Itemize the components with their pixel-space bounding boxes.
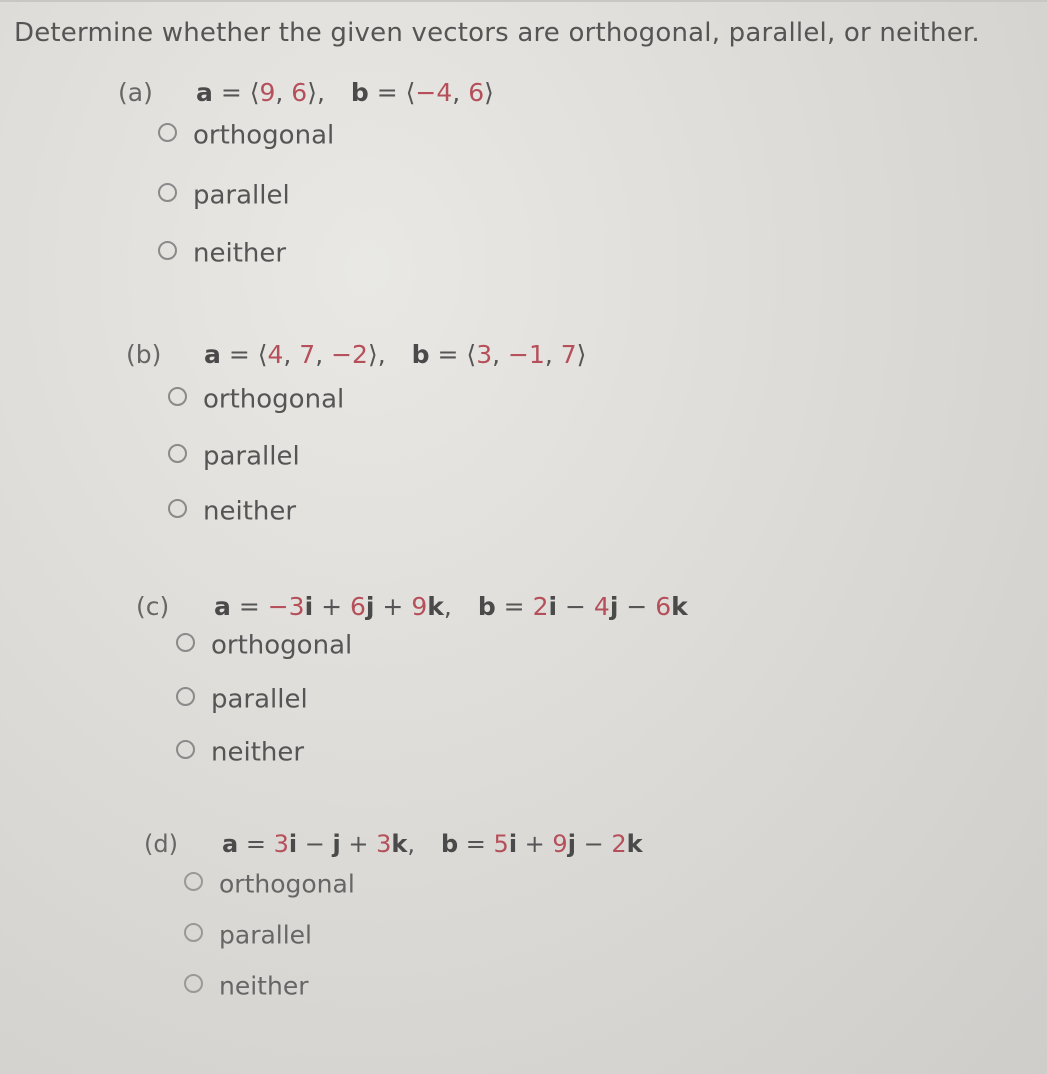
operator: − bbox=[618, 592, 656, 621]
option-label: parallel bbox=[211, 684, 308, 715]
problem-d-option-orthogonal[interactable] bbox=[184, 868, 355, 899]
operator: − bbox=[297, 830, 333, 858]
problem-c-header bbox=[136, 592, 688, 621]
unit-vector: j bbox=[365, 592, 375, 621]
option-label: orthogonal bbox=[203, 384, 345, 415]
unit-vector: i bbox=[304, 592, 314, 621]
problem-c-label: (c) bbox=[136, 592, 170, 621]
unit-vector: k bbox=[671, 592, 688, 621]
problem-c-option-parallel[interactable] bbox=[176, 684, 308, 715]
problem-d-header bbox=[144, 830, 643, 858]
vector-a-name: a bbox=[214, 592, 231, 621]
problem-d-option-parallel[interactable] bbox=[184, 919, 312, 950]
problem-b-option-orthogonal[interactable] bbox=[168, 384, 344, 415]
angle-close: ⟩ bbox=[576, 340, 587, 369]
equals-sign: = bbox=[495, 592, 533, 621]
unit-vector: i bbox=[548, 592, 558, 621]
equals-sign: = bbox=[220, 340, 258, 369]
operator: − bbox=[575, 830, 612, 858]
operator: + bbox=[313, 592, 350, 621]
option-label: neither bbox=[219, 971, 309, 1001]
angle-open: ⟨ bbox=[405, 78, 416, 107]
unit-vector: j bbox=[332, 830, 341, 858]
option-label: neither bbox=[211, 737, 305, 768]
angle-close: ⟩ bbox=[484, 78, 494, 107]
problem-d-label: (d) bbox=[144, 830, 178, 858]
component: 3 bbox=[476, 340, 493, 369]
option-label: parallel bbox=[203, 441, 300, 472]
component: 9 bbox=[259, 78, 276, 107]
unit-vector: k bbox=[391, 830, 408, 858]
radio-button-icon[interactable] bbox=[176, 740, 195, 759]
equals-sign: = bbox=[368, 78, 406, 107]
problem-a-option-parallel[interactable] bbox=[158, 180, 290, 211]
radio-button-icon[interactable] bbox=[176, 687, 195, 706]
coefficient: 4 bbox=[593, 592, 610, 621]
component: 4 bbox=[267, 340, 284, 369]
comma: , bbox=[443, 592, 452, 621]
radio-button-icon[interactable] bbox=[168, 499, 187, 518]
comma: , bbox=[544, 340, 561, 369]
unit-vector: j bbox=[567, 830, 576, 858]
comma: , bbox=[315, 340, 332, 369]
problem-b-option-neither[interactable] bbox=[168, 496, 296, 527]
operator: + bbox=[340, 830, 377, 858]
equals-sign: = bbox=[429, 340, 467, 369]
unit-vector: i bbox=[288, 830, 298, 858]
angle-open: ⟨ bbox=[249, 78, 260, 107]
angle-open: ⟨ bbox=[466, 340, 477, 369]
vector-b-name: b bbox=[411, 340, 430, 369]
equals-sign: = bbox=[212, 78, 250, 107]
radio-button-icon[interactable] bbox=[168, 444, 187, 463]
vector-b-name: b bbox=[350, 78, 369, 107]
coefficient: −3 bbox=[267, 592, 305, 621]
coefficient: 9 bbox=[411, 592, 428, 621]
angle-close: ⟩, bbox=[367, 340, 386, 369]
coefficient: 2 bbox=[611, 830, 627, 858]
component: −2 bbox=[331, 340, 368, 369]
problem-a-option-neither[interactable] bbox=[158, 238, 286, 269]
component: 6 bbox=[468, 78, 485, 107]
option-label: parallel bbox=[193, 180, 290, 211]
coefficient: 3 bbox=[376, 830, 392, 858]
component: 7 bbox=[560, 340, 577, 369]
vector-b-name: b bbox=[477, 592, 496, 621]
component: −1 bbox=[508, 340, 545, 369]
option-label: orthogonal bbox=[211, 630, 353, 661]
operator: − bbox=[557, 592, 594, 621]
coefficient: 6 bbox=[350, 592, 366, 621]
option-label: neither bbox=[193, 238, 287, 269]
radio-button-icon[interactable] bbox=[184, 872, 203, 891]
radio-button-icon[interactable] bbox=[158, 183, 177, 202]
problem-d-option-neither[interactable] bbox=[184, 970, 308, 1001]
unit-vector: i bbox=[508, 830, 518, 858]
comma: , bbox=[275, 78, 292, 107]
radio-button-icon[interactable] bbox=[158, 241, 177, 260]
comma: , bbox=[492, 340, 508, 369]
radio-button-icon[interactable] bbox=[184, 974, 203, 993]
coefficient: 3 bbox=[273, 830, 289, 858]
radio-button-icon[interactable] bbox=[176, 633, 195, 652]
radio-button-icon[interactable] bbox=[184, 923, 203, 942]
coefficient: 5 bbox=[493, 830, 509, 858]
vector-b-name: b bbox=[440, 830, 459, 858]
coefficient: 9 bbox=[552, 830, 568, 858]
unit-vector: j bbox=[609, 592, 619, 621]
coefficient: 2 bbox=[532, 592, 549, 621]
comma: , bbox=[452, 78, 469, 107]
option-label: orthogonal bbox=[219, 869, 355, 899]
vector-a-name: a bbox=[222, 830, 239, 858]
radio-button-icon[interactable] bbox=[158, 123, 177, 142]
problem-a-label: (a) bbox=[118, 78, 153, 107]
coefficient: 6 bbox=[655, 592, 672, 621]
problem-b-header bbox=[126, 340, 586, 369]
problem-a-header bbox=[118, 78, 494, 107]
operator: + bbox=[374, 592, 412, 621]
equals-sign: = bbox=[238, 830, 274, 858]
option-label: orthogonal bbox=[193, 120, 335, 151]
equals-sign: = bbox=[230, 592, 268, 621]
radio-button-icon[interactable] bbox=[168, 387, 187, 406]
unit-vector: k bbox=[427, 592, 444, 621]
angle-open: ⟨ bbox=[257, 340, 268, 369]
component: 7 bbox=[299, 340, 316, 369]
angle-close: ⟩, bbox=[307, 78, 325, 107]
component: −4 bbox=[415, 78, 453, 107]
problem-c-option-orthogonal[interactable] bbox=[176, 630, 352, 661]
operator: + bbox=[517, 830, 553, 858]
problem-b-option-parallel[interactable] bbox=[168, 441, 300, 472]
vector-a-name: a bbox=[204, 340, 221, 369]
problem-b-label: (b) bbox=[126, 340, 162, 369]
option-label: parallel bbox=[219, 920, 313, 950]
comma: , bbox=[283, 340, 300, 369]
comma: , bbox=[407, 830, 415, 858]
vector-a-name: a bbox=[196, 78, 213, 107]
instructions-text: Determine whether the given vectors are orthogonal, parallel, or neither. bbox=[14, 18, 980, 48]
unit-vector: k bbox=[626, 830, 643, 858]
equals-sign: = bbox=[458, 830, 494, 858]
problem-a-option-orthogonal[interactable] bbox=[158, 120, 334, 151]
option-label: neither bbox=[203, 496, 297, 527]
component: 6 bbox=[291, 78, 308, 107]
problem-c-option-neither[interactable] bbox=[176, 737, 304, 768]
